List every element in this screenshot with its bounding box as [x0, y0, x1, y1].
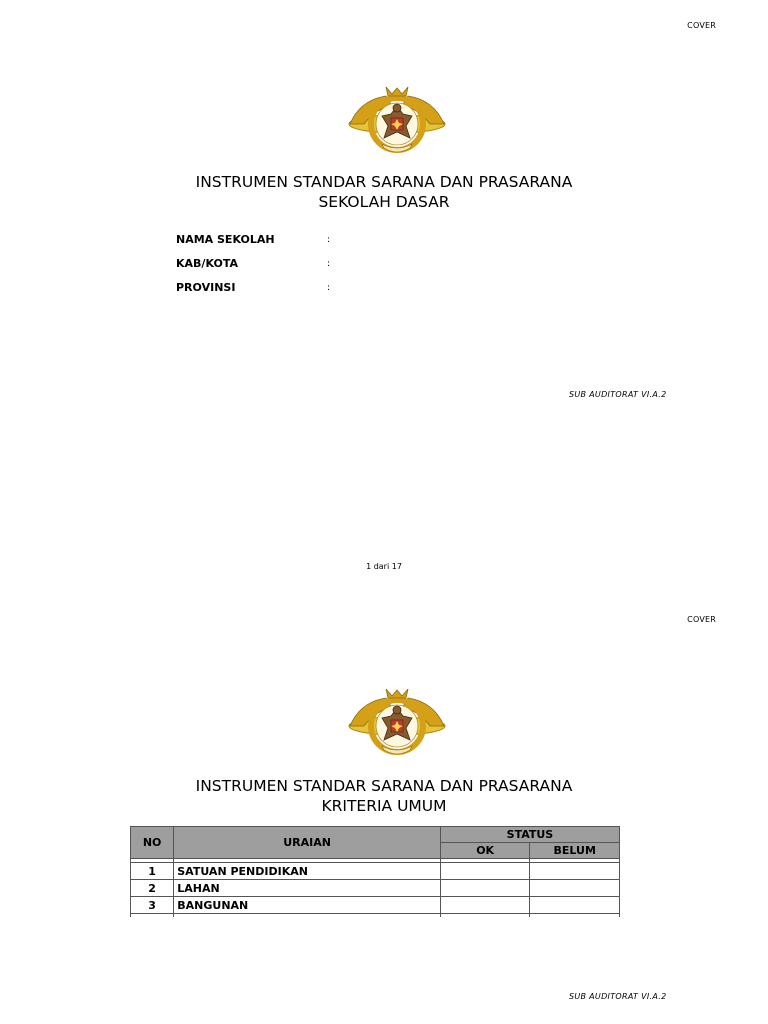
field-nama-sekolah — [176, 233, 331, 246]
cover-label: COVER — [687, 21, 716, 30]
row-belum-cell[interactable] — [530, 863, 620, 880]
field-kab-kota — [176, 257, 331, 270]
row-number: 3 — [131, 897, 174, 914]
field-colon: : — [327, 283, 331, 293]
field-label: NAMA SEKOLAH — [176, 233, 275, 246]
garuda-emblem-icon — [346, 86, 448, 162]
title-line-1: INSTRUMEN STANDAR SARANA DAN PRASARANA — [195, 173, 573, 191]
row-number: 2 — [131, 880, 174, 897]
row-ok-cell[interactable] — [440, 880, 530, 897]
field-colon: : — [327, 235, 331, 245]
page-2 — [0, 594, 768, 1024]
header-uraian: URAIAN — [174, 827, 441, 859]
row-ok-cell[interactable] — [440, 897, 530, 914]
title-line-2: KRITERIA UMUM — [321, 797, 447, 815]
cover-label: COVER — [687, 615, 716, 624]
header-no: NO — [131, 827, 174, 859]
row-number: 1 — [131, 863, 174, 880]
table-row — [131, 880, 620, 897]
field-label: PROVINSI — [176, 281, 236, 294]
row-belum-cell[interactable] — [530, 897, 620, 914]
field-provinsi — [176, 281, 331, 294]
title-line-2: SEKOLAH DASAR — [318, 193, 450, 211]
field-colon: : — [327, 259, 331, 269]
garuda-emblem-icon — [346, 688, 448, 764]
title-line-1: INSTRUMEN STANDAR SARANA DAN PRASARANA — [195, 777, 573, 795]
document-title — [0, 172, 768, 212]
header-ok: OK — [440, 843, 530, 859]
header-status: STATUS — [440, 827, 619, 843]
footer-note: SUB AUDITORAT VI.A.2 — [569, 390, 667, 399]
row-belum-cell[interactable] — [530, 880, 620, 897]
row-uraian: SATUAN PENDIDIKAN — [174, 863, 441, 880]
criteria-table — [130, 826, 620, 917]
footer-note: SUB AUDITORAT VI.A.2 — [569, 992, 667, 1001]
header-belum: BELUM — [530, 843, 620, 859]
row-uraian: BANGUNAN — [174, 897, 441, 914]
table-spacer — [131, 914, 620, 918]
page-number: 1 dari 17 — [366, 562, 402, 571]
field-label: KAB/KOTA — [176, 257, 238, 270]
table-row — [131, 897, 620, 914]
table-row — [131, 863, 620, 880]
row-uraian: LAHAN — [174, 880, 441, 897]
document-title — [0, 776, 768, 816]
row-ok-cell[interactable] — [440, 863, 530, 880]
